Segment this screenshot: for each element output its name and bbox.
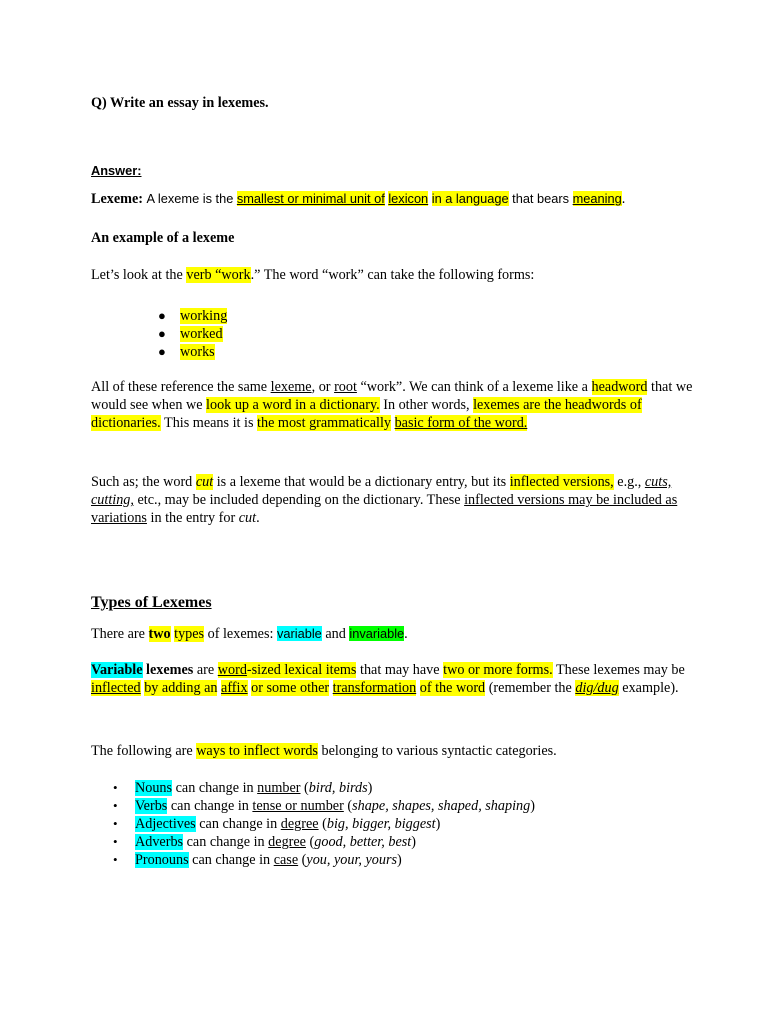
answer-label: Answer: [91,163,142,178]
example-heading: An example of a lexeme [91,230,235,246]
variable-paragraph: Variable lexemes are word-sized lexical items that may have two or more forms. These lexemes may be inflected by adding an affix or some other transformation of the word (remember the dig/dug example). [91,662,685,696]
list-item: • Adverbs can change in degree (good, better, best) [113,834,416,850]
types-heading: Types of Lexemes [91,594,212,611]
bullet-icon: ● [158,344,166,359]
bullet-icon: ● [158,308,166,323]
categories-list [113,779,708,869]
lets-look-paragraph: Let’s look at the verb “work.” The word “work” can take the following forms: [91,267,535,283]
definition-paragraph: Lexeme: A lexeme is the smallest or minimal unit of lexicon in a language that bears meaning. [91,191,626,207]
question-heading: Q) Write an essay in lexemes. [91,95,269,111]
such-as-paragraph: Such as; the word cut is a lexeme that would be a dictionary entry, but its inflected versions, e.g., cuts, cutting, etc., may be included depending on the dictionary. These inflected versions may be included as variations in the entry for cut. [91,474,678,526]
all-these-paragraph: All of these reference the same lexeme, or root “work”. We can think of a lexeme like a headword that we would see when we look up a word in a dictionary. In other words, lexemes are the headwords of dictionaries. This means it is the most grammatically basic form of the word. [91,379,693,431]
bullet-icon: • [113,852,118,867]
bullet-icon: ● [158,326,166,341]
list-item: • Pronouns can change in case (you, your, yours) [113,852,402,868]
list-item: ● working [158,308,228,324]
bullet-icon: • [113,834,118,849]
forms-list [158,307,708,361]
list-item: ● worked [158,326,223,342]
bullet-icon: • [113,780,118,795]
list-item: ● works [158,344,215,360]
bullet-icon: • [113,816,118,831]
list-item: • Verbs can change in tense or number (shape, shapes, shaped, shaping) [113,798,535,814]
there-are-paragraph: There are two types of lexemes: variable and invariable. [91,626,408,642]
list-item: • Adjectives can change in degree (big, bigger, biggest) [113,816,441,832]
list-item: • Nouns can change in number (bird, birds) [113,780,373,796]
bullet-icon: • [113,798,118,813]
following-paragraph: The following are ways to inflect words belonging to various syntactic categories. [91,743,557,759]
